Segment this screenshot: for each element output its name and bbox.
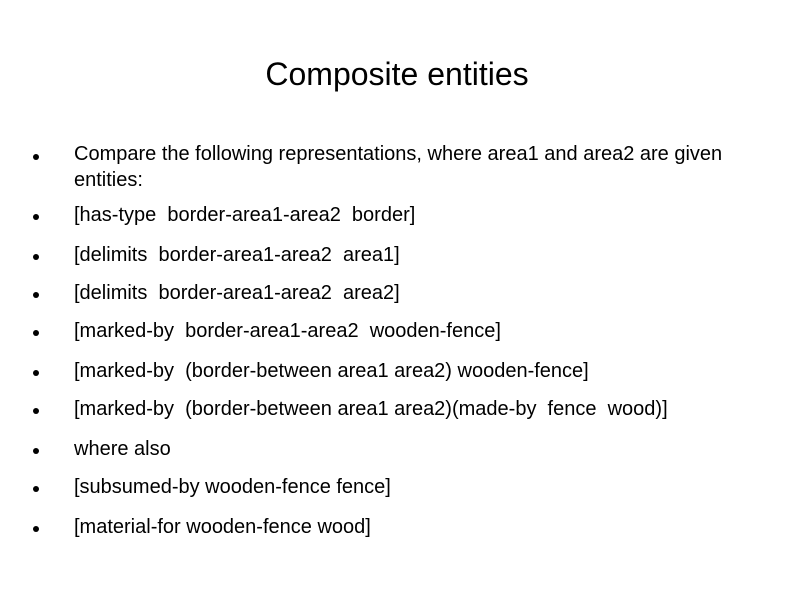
bullet-text: [delimits border-area1-area2 area2] <box>74 282 400 304</box>
bullet-text: [marked-by (border-between area1 area2) wooden-fence] <box>74 360 589 382</box>
bullet-text: [has-type border-area1-area2 border] <box>74 204 416 226</box>
bullet-text: where also <box>74 438 171 460</box>
bullet-dot-icon <box>33 370 39 376</box>
bullet-text: [marked-by border-area1-area2 wooden-fence] <box>74 320 501 342</box>
bullet-dot-icon <box>33 254 39 260</box>
bullet-dot-icon <box>33 408 39 414</box>
bullet-text: Compare the following representations, where area1 and area2 are given entities: <box>74 143 728 191</box>
bullet-text: [delimits border-area1-area2 area1] <box>74 244 400 266</box>
bullet-dot-icon <box>33 486 39 492</box>
bullet-text: [subsumed-by wooden-fence fence] <box>74 476 391 498</box>
bullet-dot-icon <box>33 292 39 298</box>
bullet-text: [material-for wooden-fence wood] <box>74 516 371 538</box>
bullet-dot-icon <box>33 214 39 220</box>
bullet-dot-icon <box>33 526 39 532</box>
bullet-dot-icon <box>33 154 39 160</box>
bullet-dot-icon <box>33 448 39 454</box>
bullet-text: [marked-by (border-between area1 area2)(made-by fence wood)] <box>74 398 668 420</box>
bullet-dot-icon <box>33 330 39 336</box>
slide-title: Composite entities <box>265 56 529 92</box>
